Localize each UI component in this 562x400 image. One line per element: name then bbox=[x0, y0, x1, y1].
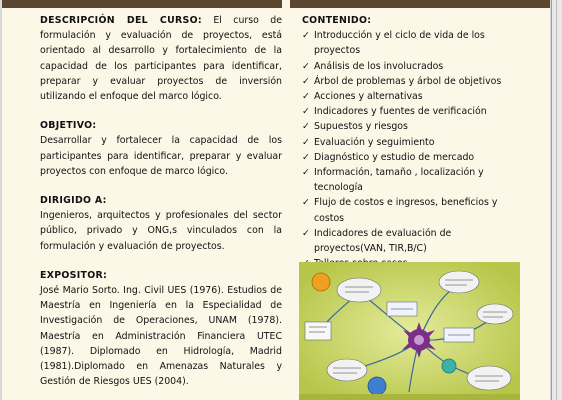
check-icon: ✓ bbox=[302, 106, 310, 118]
right-column bbox=[302, 13, 517, 271]
check-icon: ✓ bbox=[302, 151, 310, 163]
mindmap-illustration bbox=[299, 262, 520, 400]
scroll-margin-rail bbox=[551, 0, 562, 400]
flyer-page bbox=[2, 0, 550, 400]
expositor-text: José Mario Sorto. Ing. Civil UES (1976). Estudios de Maestría en Ingeniería en la Especialidad de Investigación de Operaciones, UNAM (1978). Maestría en Administración Financiera UTEC (1987). Diplomado en Hidrología, Madrid (1981).Diplomado en Amenazas Naturales y Gestión de Riesgos UES (2004). bbox=[40, 285, 282, 388]
dirigido-title: DIRIGIDO A: bbox=[40, 195, 107, 207]
check-icon: ✓ bbox=[302, 121, 310, 133]
list-item: ✓ Información, tamaño , localización y tecnología bbox=[302, 167, 484, 194]
list-item: ✓ Indicadores y fuentes de verificación bbox=[302, 104, 517, 119]
left-column bbox=[40, 13, 282, 397]
check-icon: ✓ bbox=[302, 227, 310, 239]
descripcion-text: El curso de formulación y evaluación de proyectos, está orientado al desarrollo y fortalecimiento de la capacidad de los participantes para identificar, preparar y evaluar proyectos de inversión utilizando el enfoque del marco lógico. bbox=[40, 15, 282, 103]
check-icon: ✓ bbox=[302, 30, 310, 42]
list-item: ✓ Introducción y el ciclo de vida de los proyectos bbox=[302, 30, 485, 57]
check-icon: ✓ bbox=[302, 197, 310, 209]
list-item: ✓ Evaluación y seguimiento bbox=[302, 135, 517, 150]
descripcion-title: DESCRIPCIÓN DEL CURSO: bbox=[40, 15, 202, 26]
list-item: ✓ Acciones y alternativas bbox=[302, 89, 517, 104]
list-item: ✓ Indicadores de evaluación de proyectos(VAN, TIR,B/C) bbox=[302, 227, 452, 255]
expositor-title: EXPOSITOR: bbox=[40, 269, 108, 281]
list-item: ✓ Supuestos y riesgos bbox=[302, 119, 517, 134]
list-item: ✓ Diagnóstico y estudio de mercado bbox=[302, 150, 517, 165]
section-dirigido bbox=[40, 193, 282, 254]
contenido-title: CONTENIDO: bbox=[302, 15, 372, 26]
objetivo-title: OBJETIVO: bbox=[40, 120, 97, 132]
list-item: ✓ Análisis de los involucrados bbox=[302, 59, 517, 74]
check-icon: ✓ bbox=[302, 75, 310, 87]
check-icon: ✓ bbox=[302, 167, 310, 179]
top-border-bar bbox=[2, 0, 550, 8]
section-objetivo bbox=[40, 118, 282, 179]
check-icon: ✓ bbox=[302, 136, 310, 148]
list-item: ✓ Árbol de problemas y árbol de objetivos bbox=[302, 74, 517, 89]
check-icon: ✓ bbox=[302, 91, 310, 103]
contenido-list bbox=[302, 28, 517, 271]
section-descripcion bbox=[40, 13, 282, 104]
list-item: ✓ Flujo de costos e ingresos, beneficios y costos bbox=[302, 197, 498, 224]
check-icon: ✓ bbox=[302, 60, 310, 72]
logframe-mindmap-image bbox=[299, 262, 520, 400]
dirigido-text: Ingenieros, arquitectos y profesionales del sector público, privado y ONG,s vinculados con la formulación y evaluación de proyectos. bbox=[40, 210, 282, 252]
section-expositor bbox=[40, 268, 282, 390]
objetivo-text: Desarrollar y fortalecer la capacidad de los participantes para identificar, preparar y evaluar proyectos con enfoque de marco lógico. bbox=[40, 135, 282, 177]
